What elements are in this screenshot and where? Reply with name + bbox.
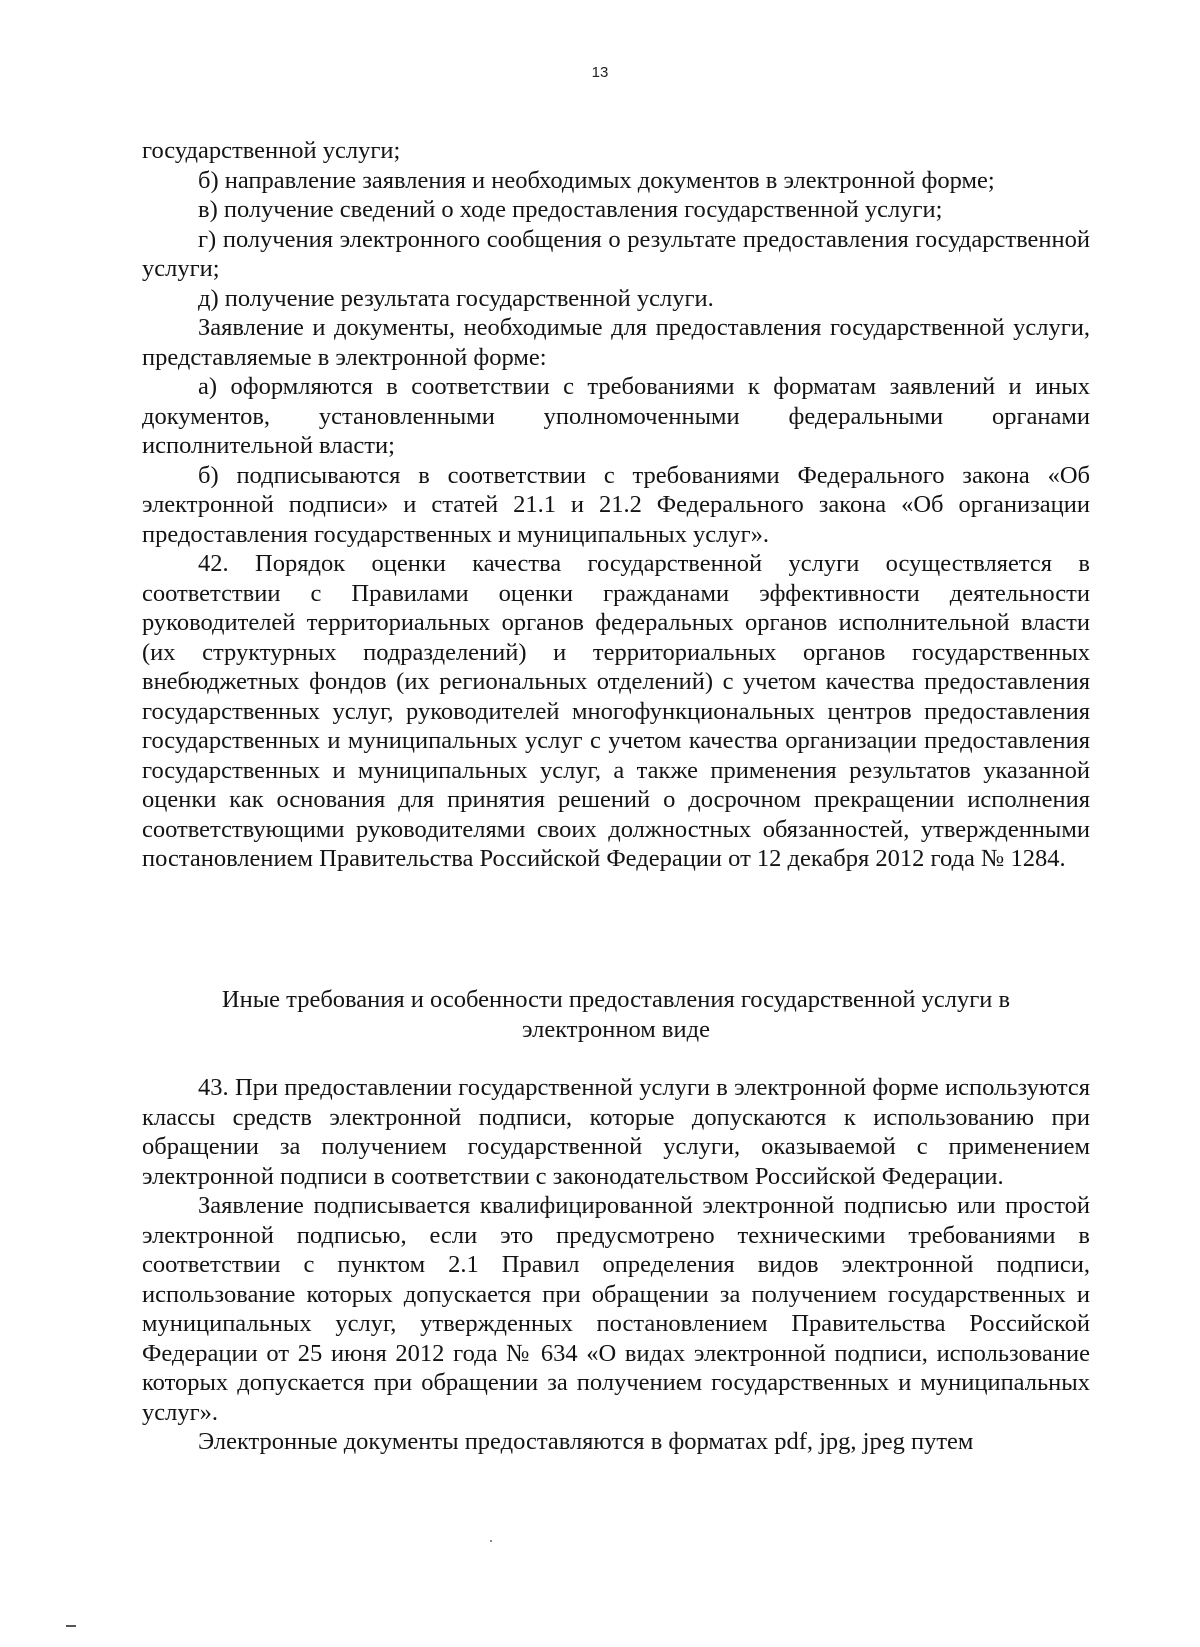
bottom-text-section [142,1073,1090,1457]
section-heading-line: Иные требования и особенности предоставления государственной услуги в [221,986,1011,1013]
page-number: 13 [591,64,609,81]
paragraph: в) получение сведений о ходе предоставления государственной услуги; [198,196,943,223]
paragraph: д) получение результата государственной услуги. [198,284,714,312]
paragraph: б) направление заявления и необходимых документов в электронной форме; [198,166,995,194]
paragraph: а) оформляются в соответствии с требованиями к форматам заявлений и иных документов, установленными уполномоченными федеральными органами исполнительной власти; [142,373,1090,459]
paragraph: государственной услуги; [142,137,401,164]
paragraph-42: 42. Порядок оценки качества государственной услуги осуществляется в соответствии с Правилами оценки гражданами эффективности деятельности руководителей территориальных органов федеральных органов исполнительной власти (их структурных подразделений) и территориальных органов государственных внебюджетных фондов (их региональных отделений) с учетом качества предоставления государственных услуг, руководителей многофункциональных центров предоставления государственных и муниципальных услуг с учетом качества организации предоставления государственных и муниципальных услуг, а также применения результатов указанной оценки как основания для принятия решений о досрочном прекращении исполнения соответствующими руководителями своих должностных обязанностей, утвержденными постановлением Правительства Российской Федерации от 12 декабря 2012 года № 1284. [142,550,1090,872]
paragraph: Заявление подписывается квалифицированной электронной подписью или простой электронной подписью, если это предусмотрено техническими требованиями в соответствии с пунктом 2.1 Правил определения видов электронной подписи, использование которых допускается при обращении за получением государственных и муниципальных услуг, утвержденных постановлением Правительства Российской Федерации от 25 июня 2012 года № 634 «О видах электронной подписи, использование которых допускается при обращении за получением государственных и муниципальных услуг». [142,1192,1090,1426]
section-heading-line: электронном виде [522,1015,710,1043]
paragraph: Заявление и документы, необходимые для предоставления государственной услуги, представляемые в электронной форме: [142,314,1090,371]
paragraph-43: 43. При предоставлении государственной услуги в электронной форме используются классы средств электронной подписи, которые допускаются к использованию при обращении за получением государственной услуги, оказываемой с применением электронной подписи в соответствии с законодательством Российской Федерации. [142,1074,1090,1190]
paragraph: Электронные документы предоставляются в форматах pdf, jpg, jpeg путем [198,1428,974,1455]
paragraph: б) подписываются в соответствии с требованиями Федерального закона «Об электронной подписи» и статей 21.1 и 21.2 Федерального закона «Об организации предоставления государственных и муниципальных услуг». [142,461,1090,548]
section-heading [142,985,1090,1044]
scan-speck [66,1625,76,1627]
paragraph: г) получения электронного сообщения о результате предоставления государственной услуги; [142,225,1090,282]
scan-speck [490,1540,492,1542]
top-text-section [142,136,1090,874]
